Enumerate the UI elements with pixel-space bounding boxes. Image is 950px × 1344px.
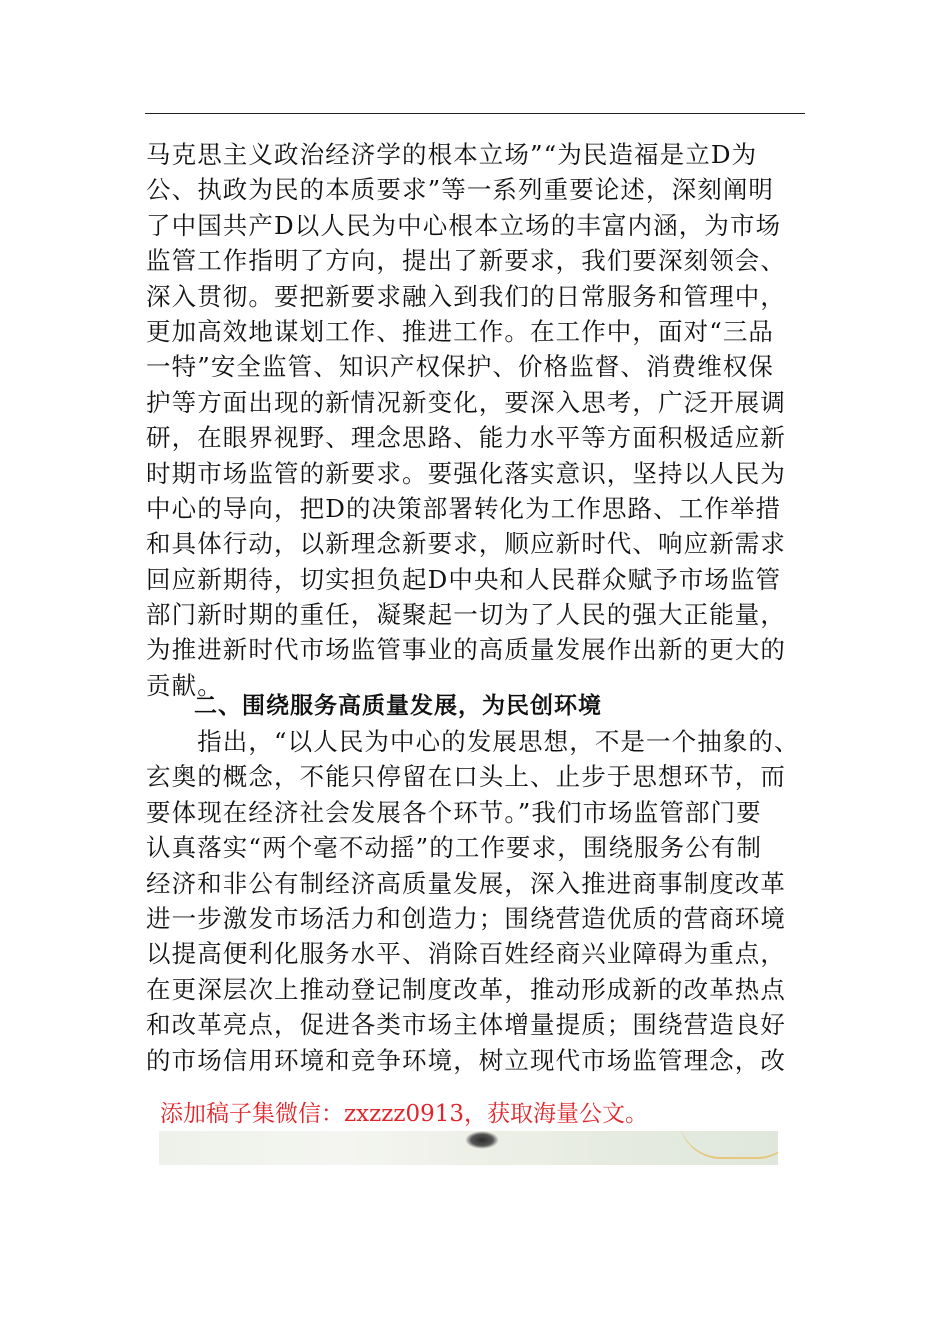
text-line: 马克思主义政治经济学的根本立场”“为民造福是立D为 [146, 140, 758, 169]
text-line: 更加高效地谋划工作、推进工作。在工作中，面对“三品 [146, 316, 775, 346]
paragraph-1 [146, 137, 806, 703]
text-line: 监管工作指明了方向，提出了新要求，我们要深刻领会、 [146, 246, 786, 276]
wechat-ad-text: 添加稿子集微信：zxzzz0913，获取海量公文。 [160, 1101, 648, 1127]
text-line: 认真落实“两个毫不动摇”的工作要求，围绕服务公有制 [146, 833, 763, 863]
text-line: 部门新时期的重任，凝聚起一切为了人民的强大正能量， [146, 600, 786, 630]
paragraph-2 [146, 724, 806, 1078]
text-line: 深入贯彻。要把新要求融入到我们的日常服务和管理中， [146, 281, 786, 311]
text-line: 中心的导向，把D的决策部署转化为工作思路、工作举措 [146, 493, 782, 523]
text-line: 贡献。 [146, 670, 223, 700]
text-line: 以提高便利化服务水平、消除百姓经商兴业障碍为重点， [146, 939, 786, 969]
text-line: 时期市场监管的新要求。要强化落实意识，坚持以人民为 [146, 458, 786, 488]
text-line: 要体现在经济社会发展各个环节。”我们市场监管部门要 [146, 797, 762, 827]
decorative-curve-icon [679, 1131, 778, 1159]
text-line: 进一步激发市场活力和创造力；围绕营造优质的营商环境 [146, 903, 786, 933]
text-line: 研，在眼界视野、理念思路、能力水平等方面积极适应新 [146, 423, 786, 453]
text-line: 一特”安全监管、知识产权保护、价格监督、消费维权保 [146, 352, 775, 382]
text-line: 公、执政为民的本质要求”等一系列重要论述，深刻阐明 [146, 175, 775, 205]
section-heading: 二、围绕服务高质量发展，为民创环境 [194, 693, 602, 719]
text-line: 了中国共产D以人民为中心根本立场的丰富内涵，为市场 [146, 210, 782, 240]
text-line: 护等方面出现的新情况新变化，要深入思考，广泛开展调 [146, 387, 786, 417]
text-line: 为推进新时代市场监管事业的高质量发展作出新的更大的 [146, 635, 786, 665]
text-line: 和改革亮点，促进各类市场主体增量提质；围绕营造良好 [146, 1010, 786, 1040]
text-line: 指出，“以人民为中心的发展思想，不是一个抽象的、 [146, 727, 800, 756]
text-line: 在更深层次上推动登记制度改革，推动形成新的改革热点 [146, 974, 786, 1004]
text-line: 的市场信用环境和竞争环境，树立现代市场监管理念，改 [146, 1045, 786, 1075]
ad-banner-image [159, 1131, 778, 1165]
text-line: 回应新期待，切实担负起D中央和人民群众赋予市场监管 [146, 564, 782, 594]
ink-mark-icon [465, 1131, 499, 1149]
header-rule [145, 113, 805, 114]
text-line: 经济和非公有制经济高质量发展，深入推进商事制度改革 [146, 868, 786, 898]
text-line: 玄奥的概念，不能只停留在口头上、止步于思想环节，而 [146, 762, 786, 792]
text-line: 和具体行动，以新理念新要求，顺应新时代、响应新需求 [146, 529, 786, 559]
